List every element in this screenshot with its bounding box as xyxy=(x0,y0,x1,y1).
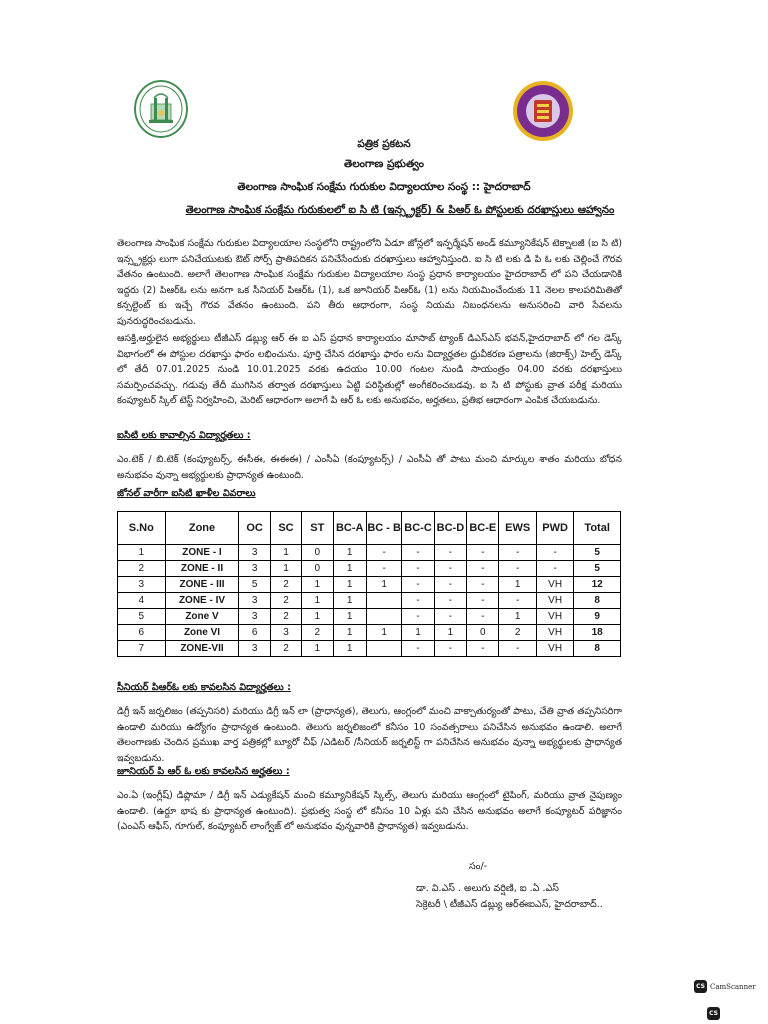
senior-pro-qualifications-text: డిగ్రీ ఇన్ జర్నలిజం (తప్పనిసరి) మరియు డిగ్రీ ఇన్ లా (ప్రాధాన్యత), తెలుగు, ఆంగ్లంలో మంచి వాక్చాతుర్యంతో పాటు, చేతి వ్రాత తప్పనిసరిగా ఉండాలి మరియు ఉద్యోగం ప్రాధాన్యత ఉంటుంది. తెలుగు జర్నలిజంలో కనీసం 10 సంవత్సరాలు పనిచేసిన అనుభవం ఉండాలి. అలాగే తెలంగాణకు చెందిన ప్రముఖ వార్త పత్రికల్లో బ్యూరో చీఫ్ /ఎడిటర్ /సీనియర్ జర్నలిస్ట్ గా పనిచేసిన అనుభవం వున్నా అభ్యర్థులకు ప్రాధాన్యత ఇవ్వబడును. xyxy=(117,706,622,764)
table-cell: 1 xyxy=(333,561,366,577)
table-cell: - xyxy=(402,641,434,657)
table-cell: 1 xyxy=(366,625,401,641)
table-row xyxy=(118,577,621,593)
table-cell: 0 xyxy=(467,625,499,641)
table-cell: - xyxy=(402,609,434,625)
table-cell: VH xyxy=(536,641,573,657)
column-header: OC xyxy=(239,512,270,545)
table-cell: 1 xyxy=(270,561,301,577)
table-cell: 1 xyxy=(402,625,434,641)
table-cell: 3 xyxy=(239,593,270,609)
column-header: ST xyxy=(302,512,333,545)
table-row xyxy=(118,641,621,657)
telangana-government-emblem xyxy=(134,80,188,138)
table-cell: 1 xyxy=(333,625,366,641)
table-cell: 0 xyxy=(302,561,333,577)
table-cell: 1 xyxy=(499,577,536,593)
table-cell: 3 xyxy=(239,561,270,577)
table-row xyxy=(118,593,621,609)
table-cell: - xyxy=(499,561,536,577)
table-cell: 7 xyxy=(118,641,166,657)
table-cell: VH xyxy=(536,625,573,641)
table-cell: 12 xyxy=(574,577,621,593)
table-cell: 8 xyxy=(574,593,621,609)
column-header: Total xyxy=(574,512,621,545)
table-cell: - xyxy=(434,593,466,609)
signatory-designation: సెక్రెటరీ \ టీజీఎస్ డబ్ల్యు ఆర్ఈఐఎస్, హైదరాబాద్.. xyxy=(416,899,603,910)
column-header: Zone xyxy=(165,512,239,545)
table-cell: - xyxy=(536,545,573,561)
table-cell: - xyxy=(402,577,434,593)
table-cell: - xyxy=(467,593,499,609)
table-cell: 1 xyxy=(366,577,401,593)
table-cell: - xyxy=(434,561,466,577)
government-heading: తెలంగాణ ప్రభుత్వం xyxy=(344,158,424,170)
camscanner-logo-icon: CS xyxy=(694,980,707,993)
table-cell: - xyxy=(366,561,401,577)
column-header: S.No xyxy=(118,512,166,545)
table-cell: - xyxy=(366,545,401,561)
column-header: SC xyxy=(270,512,301,545)
notification-title: తెలంగాణ సాంఘిక సంక్షేమ గురుకులలో ఐ సి టి (ఇన్స్ట్రక్టర్) & పిఆర్ ఓ పోస్టులకు దరఖాస్తులు ఆహ్వానం xyxy=(185,204,615,216)
zonal-vacancies-heading: జోనల్ వారీగా ఐసిటి ఖాళీల వివరాలు xyxy=(117,488,256,499)
table-cell: 1 xyxy=(302,593,333,609)
column-header: BC-C xyxy=(402,512,434,545)
table-cell: 6 xyxy=(118,625,166,641)
ict-qualifications-heading: ఐసిటి లకు కావాల్సిన విద్యార్హతలు : xyxy=(117,430,251,441)
table-cell: - xyxy=(434,641,466,657)
society-heading: తెలంగాణ సాంఘిక సంక్షేమ గురుకుల విద్యాలయాల సంస్థ :: హైదరాబాద్ xyxy=(237,181,531,193)
column-header: PWD xyxy=(536,512,573,545)
column-header: BC-A xyxy=(333,512,366,545)
column-header: BC-D xyxy=(434,512,466,545)
table-cell: 5 xyxy=(574,561,621,577)
table-cell: 0 xyxy=(302,545,333,561)
table-cell: Zone VI xyxy=(165,625,239,641)
table-cell: 5 xyxy=(118,609,166,625)
application-paragraph: ఆసక్తి,అర్హులైన అభ్యర్థులు టీజీఎస్ డబ్ల్యు ఆర్ ఈ ఐ ఎస్ ప్రధాన కార్యాలయం మాసాబ్ ట్యాంక్ డిఎస్ఎస్ భవన్,హైదరాబాద్ లో గల డెస్క్ విభాగంలో ఈ పోస్టుల దరఖాస్తు ఫారం లభించును. పూర్తి చేసిన దరఖాస్తు ఫారం లను విద్యార్హతల ధ్రువీకరణ పత్రాలను (జిరాక్స్) హెల్ప్ డెస్క్ లో తేదీ 07.01.2025 నుండి 10.01.2025 వరకు ఉదయం 10.00 గంటల నుండి సాయంత్రం 04.00 వరకు దరఖాస్తులు సమర్పించవచ్చు. గడువు తేదీ ముగిసిన తర్వాత దరఖాస్తులు ఏట్టి పరిస్థితుల్లో అంగీకరించబడవు. ఐ సి టి పోస్టుకు వ్రాత పరీక్ష మరియు కంప్యూటర్ స్కిల్ టెస్ట్ నిర్వహించి, మెరిట్ ఆధారంగా అలాగే పి ఆర్ ఓ లకు అనుభవం, అర్హతలు, ప్రతిభ ఆధారంగా ఎంపిక చేయబడును. xyxy=(117,333,622,407)
intro-paragraph: తెలంగాణ సాంఘిక సంక్షేమ గురుకుల విద్యాలయాల సంస్థలోని రాష్ట్రంలోని ఏడూ జోన్లలో ఇన్ఫర్మేషన్ అండ్ కమ్యూనికేషన్ టెక్నాలజీ (ఐ సి టి) ఇన్స్ట్రక్టర్లు లుగా పనిచేయుటకు ఔట్ సోర్స్ ప్రాతిపదికన పనిచేసేందుకు దరఖాస్తులు ఆహ్వానిస్తుంది. ఐ సి టి లకు డి పి ఓ లకు చెల్లించే గౌరవ వేతనం ఉంటుంది. అలాగే తెలంగాణ సాంఘిక సంక్షేమ గురుకుల విద్యాలయాల సంస్థ ప్రధాన కార్యాలయం హైదరాబాద్ లో పని చేయడానికి ఇద్దరు (2) పిఆర్ఓ లను అనగా ఒక సీనియర్ పిఆర్ఓ (1), ఒక జూనియర్ పిఆర్ఓ (1) లను నియమించేందుకు 11 నెలల కాలపరిమితితో కన్సల్టెంట్ కు ఇచ్చే గౌరవ వేతనం ఉంటుంది. పని తీరు ఆధారంగా, సంస్థ నియమ నిబంధనలను అనుసరించి వారి సేవలను పునరుద్ధరించబడును. xyxy=(117,238,622,327)
table-cell: ZONE - I xyxy=(165,545,239,561)
table-cell: - xyxy=(467,577,499,593)
column-header: EWS xyxy=(499,512,536,545)
table-row xyxy=(118,561,621,577)
camscanner-corner-icon: CS xyxy=(707,1007,720,1020)
table-cell: - xyxy=(402,545,434,561)
table-row xyxy=(118,625,621,641)
table-cell: 18 xyxy=(574,625,621,641)
table-cell: 5 xyxy=(574,545,621,561)
table-cell: Zone V xyxy=(165,609,239,625)
table-cell: 6 xyxy=(239,625,270,641)
table-cell: 1 xyxy=(499,609,536,625)
junior-pro-qualifications-heading: జూనియర్ పి ఆర్ ఓ లకు కావలసిన అర్హతలు : xyxy=(117,766,290,777)
table-cell: - xyxy=(536,561,573,577)
table-cell: ZONE - II xyxy=(165,561,239,577)
table-cell: 3 xyxy=(239,609,270,625)
ict-qualifications-text: ఎం.టెక్ / బి.టెక్ (కంప్యూటర్స్, ఈసీఈ, ఈఈఈ) / ఎంసీఏ (కంప్యూటర్స్) / ఎంసీఏ తో పాటు మంచి మార్కుల శాతం మరియు బోధన అనుభవం వున్నా అభ్యర్థులకు ప్రాధాన్యత ఉంటుంది. xyxy=(117,454,622,481)
senior-pro-qualifications-heading: సీనియర్ పిఆర్ఓ లకు కావలసిన విద్యార్హతలు : xyxy=(117,682,291,693)
table-cell xyxy=(366,593,401,609)
table-row xyxy=(118,545,621,561)
table-cell: 1 xyxy=(270,545,301,561)
table-cell: - xyxy=(467,561,499,577)
table-cell: - xyxy=(467,641,499,657)
table-cell: - xyxy=(434,577,466,593)
table-cell: VH xyxy=(536,577,573,593)
column-header: BC - B xyxy=(366,512,401,545)
table-cell: ZONE-VII xyxy=(165,641,239,657)
table-cell: 3 xyxy=(239,641,270,657)
table-cell: 1 xyxy=(302,577,333,593)
junior-pro-qualifications-text: ఎం.ఏ (ఇంగ్లీష్) డిప్లొమా / డిగ్రీ ఇన్ ఎడ్యుకేషన్ మంచి కమ్యూనికేషన్ స్కిల్స్, తెలుగు మరియు ఆంగ్లంలో టైపింగ్, మరియు వ్రాత నైపుణ్యం ఉండాలి. (ఉర్దూ భాష కు ప్రాధాన్యత ఉంటుంది). ప్రభుత్వ సంస్థ లో కనీసం 10 ఏళ్లు పని చేసిన అనుభవం అలాగే కంప్యూటర్ పరిజ్ఞానం (ఎంఎస్ ఆఫీస్, గూగుల్, కంప్యూటర్ లాంగ్వేజ్ లో అనుభవం వున్నవారికి ప్రాధాన్యత) ఇవ్వబడును. xyxy=(117,790,622,833)
table-cell xyxy=(366,609,401,625)
table-row xyxy=(118,609,621,625)
table-cell: 1 xyxy=(302,609,333,625)
table-cell: VH xyxy=(536,609,573,625)
table-cell: ZONE - IV xyxy=(165,593,239,609)
tgswreis-society-logo xyxy=(512,80,574,142)
table-cell: - xyxy=(467,609,499,625)
table-cell: 2 xyxy=(302,625,333,641)
table-header-row xyxy=(118,512,621,545)
table-cell: 5 xyxy=(239,577,270,593)
table-cell: - xyxy=(499,593,536,609)
table-cell: - xyxy=(402,561,434,577)
table-cell: - xyxy=(434,609,466,625)
table-cell: 1 xyxy=(434,625,466,641)
table-cell: - xyxy=(499,545,536,561)
table-cell: 1 xyxy=(333,609,366,625)
table-cell: - xyxy=(434,545,466,561)
table-cell: 2 xyxy=(118,561,166,577)
table-cell: 2 xyxy=(270,641,301,657)
table-cell: 3 xyxy=(118,577,166,593)
zonal-vacancy-table xyxy=(117,511,621,657)
signature-mark: సం/- xyxy=(469,861,488,872)
table-cell: 1 xyxy=(333,593,366,609)
table-cell: - xyxy=(402,593,434,609)
table-cell: 2 xyxy=(270,593,301,609)
table-cell: 1 xyxy=(302,641,333,657)
table-cell: 2 xyxy=(270,577,301,593)
table-cell: 1 xyxy=(118,545,166,561)
table-cell: VH xyxy=(536,593,573,609)
table-cell: ZONE - III xyxy=(165,577,239,593)
table-cell: 9 xyxy=(574,609,621,625)
table-cell: 1 xyxy=(333,577,366,593)
press-release-heading: పత్రిక ప్రకటన xyxy=(357,138,411,150)
camscanner-watermark xyxy=(694,980,756,993)
table-cell: 3 xyxy=(270,625,301,641)
signatory-name: డా. వి.ఎస్ . అలుగు వర్షిణి, ఐ .ఏ .ఎస్ xyxy=(416,883,559,894)
table-cell: 1 xyxy=(333,545,366,561)
table-cell: - xyxy=(467,545,499,561)
table-cell: 2 xyxy=(270,609,301,625)
table-cell: - xyxy=(499,641,536,657)
column-header: BC-E xyxy=(467,512,499,545)
table-cell: 4 xyxy=(118,593,166,609)
table-cell: 1 xyxy=(333,641,366,657)
camscanner-label: CamScanner xyxy=(710,982,756,991)
table-cell: 3 xyxy=(239,545,270,561)
table-cell: 2 xyxy=(499,625,536,641)
table-cell: 8 xyxy=(574,641,621,657)
table-cell xyxy=(366,641,401,657)
